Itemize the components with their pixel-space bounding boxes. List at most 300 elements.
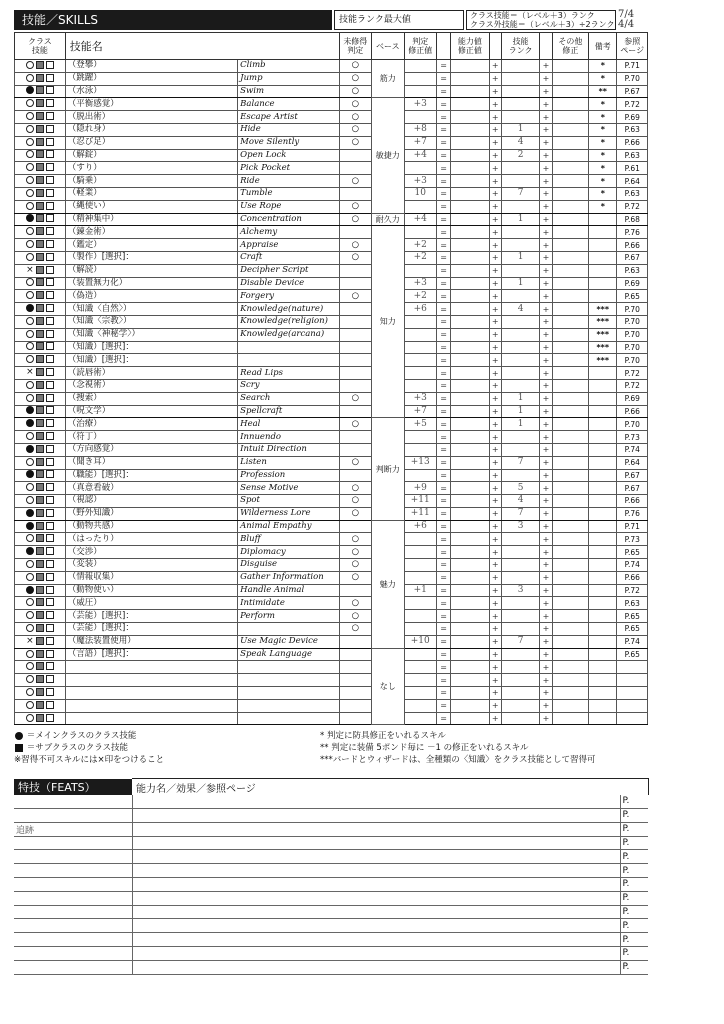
check-modifier[interactable] — [404, 200, 436, 213]
skill-rank[interactable] — [501, 379, 540, 392]
checkbox-square-icon[interactable] — [46, 714, 54, 722]
check-modifier[interactable]: +3 — [404, 175, 436, 188]
main-class-circle-icon[interactable] — [26, 202, 34, 210]
class-skill-marks[interactable] — [15, 72, 66, 85]
check-modifier[interactable] — [404, 341, 436, 354]
ability-modifier[interactable] — [451, 200, 490, 213]
sub-class-square-icon[interactable] — [36, 202, 44, 210]
sub-class-square-icon[interactable] — [36, 304, 44, 312]
feat-name[interactable] — [14, 836, 132, 850]
other-modifier[interactable] — [552, 456, 589, 469]
sub-class-square-icon[interactable] — [36, 253, 44, 261]
checkbox-square-icon[interactable] — [46, 86, 54, 94]
skill-rank[interactable] — [501, 315, 540, 328]
check-modifier[interactable]: +2 — [404, 251, 436, 264]
check-modifier[interactable]: +1 — [404, 584, 436, 597]
class-skill-marks[interactable] — [15, 341, 66, 354]
ability-modifier[interactable] — [451, 559, 490, 572]
skill-rank[interactable]: 1 — [501, 418, 540, 431]
main-class-circle-icon[interactable] — [26, 176, 34, 184]
other-modifier[interactable] — [552, 482, 589, 495]
check-modifier[interactable]: +3 — [404, 392, 436, 405]
ability-modifier[interactable] — [451, 661, 490, 674]
feat-effect[interactable] — [132, 850, 620, 864]
sub-class-square-icon[interactable] — [36, 330, 44, 338]
sub-class-square-icon[interactable] — [36, 150, 44, 158]
sub-class-square-icon[interactable] — [36, 650, 44, 658]
skill-rank[interactable]: 7 — [501, 456, 540, 469]
check-modifier[interactable] — [404, 367, 436, 380]
sub-class-square-icon[interactable] — [36, 240, 44, 248]
other-modifier[interactable] — [552, 418, 589, 431]
check-modifier[interactable]: +13 — [404, 456, 436, 469]
checkbox-square-icon[interactable] — [46, 125, 54, 133]
other-modifier[interactable] — [552, 431, 589, 444]
other-modifier[interactable] — [552, 597, 589, 610]
checkbox-square-icon[interactable] — [46, 368, 54, 376]
ability-modifier[interactable] — [451, 226, 490, 239]
skill-rank[interactable] — [501, 328, 540, 341]
class-skill-marks[interactable] — [15, 610, 66, 623]
checkbox-square-icon[interactable] — [46, 150, 54, 158]
ability-modifier[interactable] — [451, 571, 490, 584]
other-modifier[interactable] — [552, 443, 589, 456]
check-modifier[interactable]: +11 — [404, 495, 436, 508]
ability-modifier[interactable] — [451, 239, 490, 252]
sub-class-square-icon[interactable] — [36, 138, 44, 146]
skill-rank[interactable] — [501, 72, 540, 85]
checkbox-square-icon[interactable] — [46, 189, 54, 197]
class-skill-marks[interactable] — [15, 303, 66, 316]
skill-rank[interactable] — [501, 111, 540, 124]
main-class-circle-icon[interactable] — [26, 189, 34, 197]
feat-name[interactable] — [14, 864, 132, 878]
main-class-filled-circle-icon[interactable] — [26, 509, 34, 517]
check-modifier[interactable]: +9 — [404, 482, 436, 495]
checkbox-square-icon[interactable] — [46, 637, 54, 645]
ability-modifier[interactable] — [451, 635, 490, 648]
class-skill-marks[interactable] — [15, 175, 66, 188]
class-skill-marks[interactable] — [15, 315, 66, 328]
ability-modifier[interactable] — [451, 584, 490, 597]
class-skill-marks[interactable] — [15, 699, 66, 712]
class-skill-marks[interactable] — [15, 239, 66, 252]
ability-modifier[interactable] — [451, 443, 490, 456]
check-modifier[interactable]: +8 — [404, 123, 436, 136]
class-skill-marks[interactable] — [15, 507, 66, 520]
sub-class-square-icon[interactable] — [36, 125, 44, 133]
checkbox-square-icon[interactable] — [46, 598, 54, 606]
sub-class-square-icon[interactable] — [36, 675, 44, 683]
ability-modifier[interactable] — [451, 507, 490, 520]
ability-modifier[interactable] — [451, 290, 490, 303]
skill-rank[interactable] — [501, 648, 540, 661]
checkbox-square-icon[interactable] — [46, 483, 54, 491]
other-modifier[interactable] — [552, 251, 589, 264]
other-modifier[interactable] — [552, 623, 589, 636]
check-modifier[interactable]: 10 — [404, 187, 436, 200]
check-modifier[interactable] — [404, 610, 436, 623]
other-modifier[interactable] — [552, 162, 589, 175]
main-class-circle-icon[interactable] — [26, 650, 34, 658]
main-class-circle-icon[interactable] — [26, 714, 34, 722]
check-modifier[interactable] — [404, 623, 436, 636]
main-class-circle-icon[interactable] — [26, 624, 34, 632]
main-class-circle-icon[interactable] — [26, 701, 34, 709]
checkbox-square-icon[interactable] — [46, 394, 54, 402]
skill-rank[interactable] — [501, 290, 540, 303]
ability-modifier[interactable] — [451, 495, 490, 508]
main-class-circle-icon[interactable] — [26, 330, 34, 338]
skill-rank[interactable] — [501, 85, 540, 98]
sub-class-square-icon[interactable] — [36, 266, 44, 274]
main-class-circle-icon[interactable] — [26, 573, 34, 581]
other-modifier[interactable] — [552, 213, 589, 226]
other-modifier[interactable] — [552, 149, 589, 162]
main-class-circle-icon[interactable] — [26, 432, 34, 440]
sub-class-square-icon[interactable] — [36, 483, 44, 491]
check-modifier[interactable] — [404, 469, 436, 482]
other-modifier[interactable] — [552, 111, 589, 124]
check-modifier[interactable] — [404, 162, 436, 175]
skill-rank[interactable]: 1 — [501, 392, 540, 405]
feat-effect[interactable] — [132, 933, 620, 947]
checkbox-square-icon[interactable] — [46, 662, 54, 670]
sub-class-square-icon[interactable] — [36, 509, 44, 517]
ability-modifier[interactable] — [451, 111, 490, 124]
other-modifier[interactable] — [552, 303, 589, 316]
check-modifier[interactable]: +6 — [404, 303, 436, 316]
feat-effect[interactable] — [132, 905, 620, 919]
sub-class-square-icon[interactable] — [36, 381, 44, 389]
sub-class-square-icon[interactable] — [36, 419, 44, 427]
check-modifier[interactable] — [404, 226, 436, 239]
other-modifier[interactable] — [552, 712, 589, 725]
sub-class-square-icon[interactable] — [36, 227, 44, 235]
skill-rank[interactable] — [501, 341, 540, 354]
other-modifier[interactable] — [552, 469, 589, 482]
sub-class-square-icon[interactable] — [36, 586, 44, 594]
sub-class-square-icon[interactable] — [36, 368, 44, 376]
feat-name[interactable] — [14, 795, 132, 808]
sub-class-square-icon[interactable] — [36, 406, 44, 414]
feat-effect[interactable] — [132, 822, 620, 836]
skill-rank[interactable] — [501, 559, 540, 572]
check-modifier[interactable]: +11 — [404, 507, 436, 520]
checkbox-square-icon[interactable] — [46, 573, 54, 581]
sub-class-square-icon[interactable] — [36, 573, 44, 581]
sub-class-square-icon[interactable] — [36, 61, 44, 69]
other-modifier[interactable] — [552, 392, 589, 405]
skill-rank[interactable] — [501, 443, 540, 456]
other-modifier[interactable] — [552, 187, 589, 200]
main-class-filled-circle-icon[interactable] — [26, 86, 34, 94]
skill-rank[interactable] — [501, 162, 540, 175]
skill-rank[interactable] — [501, 533, 540, 546]
cross-mark-icon[interactable]: × — [26, 367, 34, 378]
ability-modifier[interactable] — [451, 456, 490, 469]
check-modifier[interactable] — [404, 648, 436, 661]
main-class-circle-icon[interactable] — [26, 496, 34, 504]
checkbox-square-icon[interactable] — [46, 509, 54, 517]
skill-rank[interactable] — [501, 610, 540, 623]
skill-rank[interactable] — [501, 546, 540, 559]
sub-class-square-icon[interactable] — [36, 688, 44, 696]
checkbox-square-icon[interactable] — [46, 61, 54, 69]
other-modifier[interactable] — [552, 584, 589, 597]
other-modifier[interactable] — [552, 226, 589, 239]
class-skill-marks[interactable] — [15, 328, 66, 341]
skill-rank[interactable] — [501, 98, 540, 111]
main-class-filled-circle-icon[interactable] — [26, 586, 34, 594]
class-skill-marks[interactable] — [15, 354, 66, 367]
main-class-circle-icon[interactable] — [26, 99, 34, 107]
checkbox-square-icon[interactable] — [46, 112, 54, 120]
class-skill-marks[interactable] — [15, 405, 66, 418]
feat-effect[interactable] — [132, 891, 620, 905]
class-skill-marks[interactable] — [15, 559, 66, 572]
other-modifier[interactable] — [552, 674, 589, 687]
other-modifier[interactable] — [552, 546, 589, 559]
skill-rank[interactable]: 2 — [501, 149, 540, 162]
skill-rank[interactable]: 4 — [501, 495, 540, 508]
skill-rank[interactable] — [501, 264, 540, 277]
class-skill-marks[interactable] — [15, 687, 66, 700]
class-skill-marks[interactable] — [15, 60, 66, 73]
sub-class-square-icon[interactable] — [36, 470, 44, 478]
other-modifier[interactable] — [552, 136, 589, 149]
sub-class-square-icon[interactable] — [36, 86, 44, 94]
ability-modifier[interactable] — [451, 85, 490, 98]
ability-modifier[interactable] — [451, 482, 490, 495]
feat-name[interactable] — [14, 850, 132, 864]
check-modifier[interactable] — [404, 571, 436, 584]
class-skill-marks[interactable] — [15, 533, 66, 546]
feat-name[interactable] — [14, 808, 132, 822]
main-class-circle-icon[interactable] — [26, 125, 34, 133]
checkbox-square-icon[interactable] — [46, 99, 54, 107]
skill-rank[interactable]: 1 — [501, 213, 540, 226]
skill-rank[interactable] — [501, 687, 540, 700]
main-class-circle-icon[interactable] — [26, 112, 34, 120]
sub-class-square-icon[interactable] — [36, 74, 44, 82]
sub-class-square-icon[interactable] — [36, 496, 44, 504]
main-class-filled-circle-icon[interactable] — [26, 304, 34, 312]
checkbox-square-icon[interactable] — [46, 202, 54, 210]
ability-modifier[interactable] — [451, 597, 490, 610]
feat-effect[interactable] — [132, 808, 620, 822]
main-class-circle-icon[interactable] — [26, 138, 34, 146]
class-skill-marks[interactable] — [15, 482, 66, 495]
skill-rank[interactable] — [501, 60, 540, 73]
class-skill-marks[interactable] — [15, 162, 66, 175]
feat-name[interactable]: 追跡 — [14, 822, 132, 836]
feat-name[interactable] — [14, 891, 132, 905]
sub-class-square-icon[interactable] — [36, 291, 44, 299]
class-skill-marks[interactable] — [15, 469, 66, 482]
ability-modifier[interactable] — [451, 277, 490, 290]
main-class-circle-icon[interactable] — [26, 317, 34, 325]
feat-effect[interactable] — [132, 864, 620, 878]
checkbox-square-icon[interactable] — [46, 291, 54, 299]
sub-class-square-icon[interactable] — [36, 163, 44, 171]
check-modifier[interactable]: +6 — [404, 520, 436, 533]
skill-rank[interactable] — [501, 661, 540, 674]
other-modifier[interactable] — [552, 200, 589, 213]
check-modifier[interactable] — [404, 60, 436, 73]
main-class-circle-icon[interactable] — [26, 611, 34, 619]
other-modifier[interactable] — [552, 507, 589, 520]
other-modifier[interactable] — [552, 405, 589, 418]
ability-modifier[interactable] — [451, 392, 490, 405]
skill-rank[interactable] — [501, 712, 540, 725]
main-class-circle-icon[interactable] — [26, 278, 34, 286]
class-skill-marks[interactable] — [15, 418, 66, 431]
main-class-filled-circle-icon[interactable] — [26, 470, 34, 478]
main-class-circle-icon[interactable] — [26, 150, 34, 158]
sub-class-square-icon[interactable] — [36, 189, 44, 197]
main-class-circle-icon[interactable] — [26, 675, 34, 683]
checkbox-square-icon[interactable] — [46, 240, 54, 248]
skill-rank[interactable] — [501, 239, 540, 252]
checkbox-square-icon[interactable] — [46, 688, 54, 696]
main-class-circle-icon[interactable] — [26, 240, 34, 248]
checkbox-square-icon[interactable] — [46, 534, 54, 542]
sub-class-square-icon[interactable] — [36, 112, 44, 120]
other-modifier[interactable] — [552, 175, 589, 188]
checkbox-square-icon[interactable] — [46, 522, 54, 530]
other-modifier[interactable] — [552, 635, 589, 648]
other-modifier[interactable] — [552, 328, 589, 341]
checkbox-square-icon[interactable] — [46, 458, 54, 466]
other-modifier[interactable] — [552, 571, 589, 584]
checkbox-square-icon[interactable] — [46, 470, 54, 478]
ability-modifier[interactable] — [451, 418, 490, 431]
class-skill-marks[interactable] — [15, 648, 66, 661]
checkbox-square-icon[interactable] — [46, 317, 54, 325]
skill-rank[interactable]: 1 — [501, 123, 540, 136]
checkbox-square-icon[interactable] — [46, 266, 54, 274]
skill-rank[interactable] — [501, 623, 540, 636]
ability-modifier[interactable] — [451, 546, 490, 559]
ability-modifier[interactable] — [451, 251, 490, 264]
main-class-circle-icon[interactable] — [26, 534, 34, 542]
ability-modifier[interactable] — [451, 136, 490, 149]
main-class-circle-icon[interactable] — [26, 662, 34, 670]
check-modifier[interactable] — [404, 264, 436, 277]
class-skill-marks[interactable] — [15, 661, 66, 674]
sub-class-square-icon[interactable] — [36, 458, 44, 466]
feat-name[interactable] — [14, 933, 132, 947]
checkbox-square-icon[interactable] — [46, 214, 54, 222]
skill-rank[interactable] — [501, 431, 540, 444]
main-class-circle-icon[interactable] — [26, 355, 34, 363]
check-modifier[interactable] — [404, 72, 436, 85]
feat-name[interactable] — [14, 905, 132, 919]
checkbox-square-icon[interactable] — [46, 138, 54, 146]
main-class-filled-circle-icon[interactable] — [26, 547, 34, 555]
class-skill-marks[interactable] — [15, 443, 66, 456]
cross-mark-icon[interactable]: × — [26, 264, 34, 275]
class-skill-marks[interactable] — [15, 712, 66, 725]
checkbox-square-icon[interactable] — [46, 176, 54, 184]
check-modifier[interactable] — [404, 431, 436, 444]
other-modifier[interactable] — [552, 341, 589, 354]
skill-rank[interactable]: 4 — [501, 136, 540, 149]
class-skill-marks[interactable] — [15, 520, 66, 533]
skill-rank[interactable] — [501, 699, 540, 712]
sub-class-square-icon[interactable] — [36, 394, 44, 402]
feat-effect[interactable] — [132, 795, 620, 808]
class-skill-marks[interactable] — [15, 149, 66, 162]
feat-effect[interactable] — [132, 877, 620, 891]
other-modifier[interactable] — [552, 610, 589, 623]
skill-rank[interactable] — [501, 226, 540, 239]
class-skill-marks[interactable] — [15, 85, 66, 98]
other-modifier[interactable] — [552, 72, 589, 85]
class-skill-marks[interactable] — [15, 584, 66, 597]
check-modifier[interactable] — [404, 328, 436, 341]
class-skill-marks[interactable] — [15, 674, 66, 687]
main-class-circle-icon[interactable] — [26, 394, 34, 402]
class-skill-marks[interactable] — [15, 546, 66, 559]
check-modifier[interactable]: +5 — [404, 418, 436, 431]
skill-rank[interactable] — [501, 354, 540, 367]
cross-mark-icon[interactable]: × — [26, 635, 34, 646]
checkbox-square-icon[interactable] — [46, 342, 54, 350]
sub-class-square-icon[interactable] — [36, 560, 44, 568]
skill-rank[interactable] — [501, 367, 540, 380]
sub-class-square-icon[interactable] — [36, 355, 44, 363]
class-skill-marks[interactable] — [15, 392, 66, 405]
other-modifier[interactable] — [552, 98, 589, 111]
sub-class-square-icon[interactable] — [36, 342, 44, 350]
class-skill-marks[interactable] — [15, 290, 66, 303]
checkbox-square-icon[interactable] — [46, 227, 54, 235]
main-class-circle-icon[interactable] — [26, 227, 34, 235]
check-modifier[interactable] — [404, 661, 436, 674]
sub-class-square-icon[interactable] — [36, 432, 44, 440]
class-skill-marks[interactable] — [15, 571, 66, 584]
check-modifier[interactable] — [404, 111, 436, 124]
checkbox-square-icon[interactable] — [46, 253, 54, 261]
main-class-circle-icon[interactable] — [26, 342, 34, 350]
checkbox-square-icon[interactable] — [46, 675, 54, 683]
sub-class-square-icon[interactable] — [36, 99, 44, 107]
check-modifier[interactable]: +2 — [404, 239, 436, 252]
ability-modifier[interactable] — [451, 315, 490, 328]
class-skill-marks[interactable] — [15, 187, 66, 200]
main-class-circle-icon[interactable] — [26, 163, 34, 171]
skill-rank[interactable] — [501, 597, 540, 610]
other-modifier[interactable] — [552, 85, 589, 98]
skill-rank[interactable]: 1 — [501, 277, 540, 290]
ability-modifier[interactable] — [451, 405, 490, 418]
check-modifier[interactable] — [404, 559, 436, 572]
other-modifier[interactable] — [552, 533, 589, 546]
class-skill-marks[interactable] — [15, 379, 66, 392]
check-modifier[interactable] — [404, 443, 436, 456]
other-modifier[interactable] — [552, 277, 589, 290]
skill-rank[interactable]: 7 — [501, 635, 540, 648]
sub-class-square-icon[interactable] — [36, 701, 44, 709]
ability-modifier[interactable] — [451, 162, 490, 175]
sub-class-square-icon[interactable] — [36, 534, 44, 542]
check-modifier[interactable] — [404, 687, 436, 700]
skill-rank[interactable] — [501, 469, 540, 482]
check-modifier[interactable] — [404, 674, 436, 687]
checkbox-square-icon[interactable] — [46, 355, 54, 363]
